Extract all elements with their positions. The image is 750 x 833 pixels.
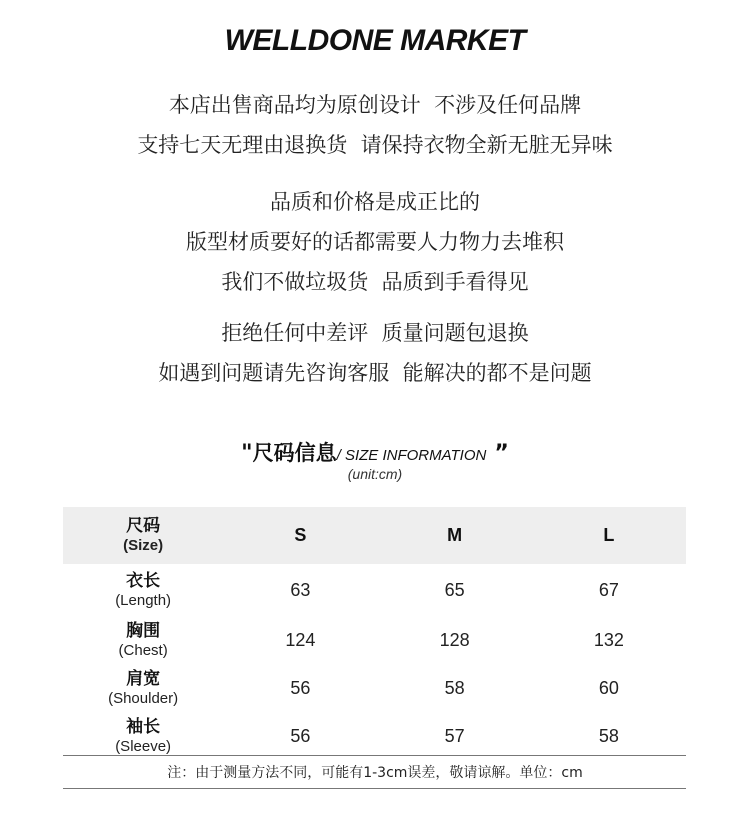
row-label-cn: 胸围 bbox=[126, 620, 161, 641]
row-label bbox=[63, 564, 223, 616]
row-label-en: (Chest) bbox=[118, 641, 168, 659]
statement-line: 我们不做垃圾货 品质到手看得见 bbox=[221, 270, 529, 294]
measurement-note: 注：由于测量方法不同，可能有1-3cm误差，敬请谅解。单位：cm bbox=[167, 765, 583, 781]
open-quote: " bbox=[241, 441, 253, 466]
row-label bbox=[63, 664, 223, 712]
row-label-en: (Sleeve) bbox=[115, 737, 172, 755]
header-size-m: M bbox=[447, 525, 463, 545]
row-label bbox=[63, 712, 223, 760]
table-cell: 58 bbox=[444, 677, 465, 698]
divider-top bbox=[63, 755, 686, 756]
table-header-row bbox=[63, 507, 686, 564]
table-row-shoulder bbox=[63, 664, 686, 712]
table-cell: 67 bbox=[598, 579, 619, 600]
size-title-en: / SIZE INFORMATION bbox=[336, 447, 487, 464]
size-title-cn: 尺码信息 bbox=[252, 441, 337, 465]
table-row-chest bbox=[63, 616, 686, 664]
row-label-en: (Length) bbox=[115, 591, 172, 609]
table-cell: 65 bbox=[444, 579, 465, 600]
header-label-en: (Size) bbox=[123, 537, 164, 554]
table-cell: 58 bbox=[598, 725, 619, 746]
statement-line: 支持七天无理由退换货 请保持衣物全新无脏无异味 bbox=[137, 133, 613, 157]
statement-block-quality bbox=[0, 182, 750, 302]
header-size-l: L bbox=[603, 525, 615, 545]
statement-line: 品质和价格是成正比的 bbox=[270, 190, 480, 214]
table-row-sleeve bbox=[63, 712, 686, 760]
row-label-cn: 袖长 bbox=[126, 716, 161, 737]
row-label-cn: 肩宽 bbox=[126, 668, 161, 689]
statement-block-policy bbox=[0, 85, 750, 165]
table-cell: 63 bbox=[290, 579, 311, 600]
table-cell: 56 bbox=[290, 677, 311, 698]
table-cell: 132 bbox=[593, 629, 624, 650]
statement-line: 版型材质要好的话都需要人力物力去堆积 bbox=[186, 230, 564, 254]
table-cell: 124 bbox=[285, 629, 316, 650]
row-label-en: (Shoulder) bbox=[108, 689, 179, 707]
statement-block-service bbox=[0, 313, 750, 393]
close-quote: ” bbox=[494, 441, 509, 466]
row-label bbox=[63, 616, 223, 664]
unit-label: (unit:cm) bbox=[347, 466, 403, 482]
size-section-title bbox=[0, 437, 750, 467]
statement-line: 本店出售商品均为原创设计 不涉及任何品牌 bbox=[168, 93, 582, 117]
table-cell: 56 bbox=[290, 725, 311, 746]
table-cell: 128 bbox=[439, 629, 470, 650]
statement-line: 拒绝任何中差评 质量问题包退换 bbox=[221, 321, 529, 345]
table-cell: 57 bbox=[444, 725, 465, 746]
divider-bottom bbox=[63, 788, 686, 789]
header-label-cn: 尺码 bbox=[126, 516, 161, 536]
row-label-cn: 衣长 bbox=[126, 570, 161, 591]
size-table bbox=[63, 507, 686, 760]
header-label-cell bbox=[63, 507, 223, 564]
table-row-length bbox=[63, 564, 686, 616]
table-cell: 60 bbox=[598, 677, 619, 698]
brand-title: WELLDONE MARKET bbox=[224, 24, 526, 57]
statement-line: 如遇到问题请先咨询客服 能解决的都不是问题 bbox=[158, 361, 592, 385]
header-size-s: S bbox=[294, 525, 307, 545]
